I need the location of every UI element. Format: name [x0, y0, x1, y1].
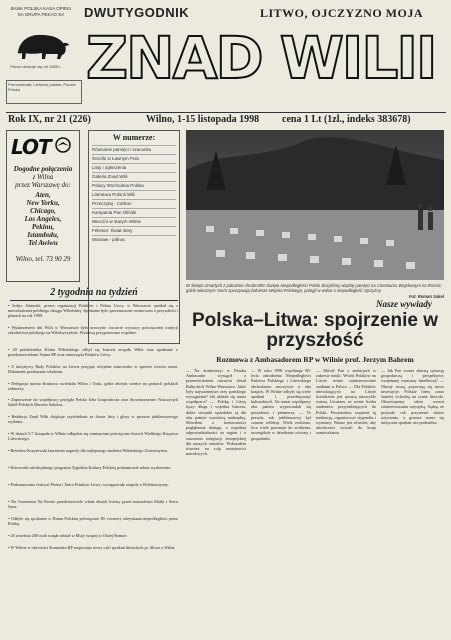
- motto: LITWO, OJCZYZNO MOJA: [260, 6, 424, 20]
- lot-line: Dogodne połączenia: [13, 165, 73, 173]
- issue-price: cena 1 Lt (1zl., indeks 383678): [282, 114, 411, 125]
- week-item: • Na Cmentarzu Na Rossie przedstawiciele władz złożyli kwiaty przed mauzoleum Matki i Serca Syna.: [8, 499, 178, 509]
- week-item: • W dniach 5-7 listopada w Wilnie odbędzie się seminarium poświęcone historii Wielkiego Księstwa Litewskiego.: [8, 431, 178, 441]
- contents-item: Wieczór w starym Wilnie: [92, 217, 176, 226]
- week-item: • Delegacja miasta Krakowa zwiedziła Wilno i Troki, gdzie złożyła wieńce na grobach polskich żołnierzy.: [8, 381, 178, 391]
- issue-volume: Rok IX, nr 21 (226): [8, 114, 91, 125]
- divider: [10, 300, 178, 301]
- week-item: • Kierownik nieoficjalnego programu Tygodnia Kultury Polskiej podsumował udane wydarzenia.: [8, 465, 171, 470]
- masthead-title: [84, 20, 444, 86]
- lot-line: Aten,: [35, 191, 51, 199]
- section-label: Nasze wywiady: [376, 299, 432, 309]
- week-title: 2 tygodnia na tydzień: [50, 287, 138, 298]
- week-item: • Odbyło się spotkanie w Domu Polskim poświęcone 80. rocznicy odzyskania niepodległości przez Polskę.: [8, 516, 178, 526]
- article-headline: Polska–Litwa: spojrzenie w przyszłość: [191, 310, 439, 351]
- lot-contact: Wilno, tel. 73 90 29: [15, 255, 71, 263]
- contents-heading: W numerze:: [112, 133, 156, 142]
- lot-line: z Wilna: [32, 173, 54, 181]
- frequency-label: DWUTYGODNIK: [84, 5, 190, 20]
- contents-item: Przeczytaj - Carbon: [92, 199, 176, 208]
- lot-logo: LOT: [11, 135, 51, 159]
- week-item: • Redakcja Znad Wilii dziękuje czytelnikom za liczne listy i głosy w sprawie jubileuszowego wydania.: [8, 414, 178, 424]
- photo-credit: Fot. Roman Sakel: [408, 294, 444, 299]
- week-item: • Zaproszenie do współpracy przyjęła Polska Izba Gospodarcza oraz Stowarzyszenie Nauczycieli Szkół Polskich Macierz Szkolna.: [8, 397, 178, 407]
- contents-item: Ścieżki w Ławnym Polu: [92, 154, 176, 163]
- contents-item: Warsaw - północ: [92, 235, 176, 244]
- lot-line: przez Warszawę do:: [15, 181, 71, 189]
- bank-notice: BANK POLSKA KASA OPIEKI SA GRUPA PEKAO SA: [10, 6, 72, 17]
- contents-item: Polacy Wschodnia Polska: [92, 181, 176, 190]
- week-item: • 20 października Klubu Wileńskiego odbył się koncert zespołu Wilia oraz spotkanie z przedstawicielami Sejmu RP oraz samorządu Polaków Litwy.: [8, 347, 178, 357]
- article-column: — Mówił Pan o ambicjach w zakresie nauki. Wśród Polaków na Litwie rośnie zainteresowanie studiami w Polsce. — Dla Polaków mieszkających na Litwie kształcenie jest sprawą niezwykle ważną. Uważam, że rośnie liczba studentów przyjeżdżających do Polski. Powinniśmy wspierać tę tendencję, organizować stypendia i wymiany. Ważne jest również, aby absolwenci wracali do kraju zamieszkania.: [316, 368, 376, 436]
- week-item: • 20 września 200 osób wzięło udział w Mszy świętej w Ostrej Bramie.: [8, 533, 128, 538]
- contents-item: Literatura Polonii Wilii: [92, 190, 176, 199]
- lot-line: Tel Awiwu: [28, 239, 58, 247]
- contents-item: Galeria Znad Wilii: [92, 172, 176, 181]
- photo-caption: W Święto Zmarłych z pobożnie chrobrsthm Święta Niepodległości Polski złożyliśmy wiązkę pamięci na Cmentarzu Wojskowym na Rossie; gdzie wiecznym snem spoczywają żołnierze Wojska Polskiego, polegli w walce o niepodległość Ojczyzny.: [186, 283, 442, 293]
- lot-advertisement: [6, 130, 80, 282]
- article-subhead: Rozmowa z Ambasadorem RP w Wilnie prof. Jerzym Bahrem: [216, 355, 414, 364]
- article-column: — Na konferencji w Pasaku Ambasador wystąpił z przemówieniem otwarcia obrad Bałtyckich Wilno-Warszawa. Jakie były najważniejsze tezy pańskiego wystąpienia? Jak układa się nasza współpraca? — Polskę i Litwę łączy długa i wspólna historia, dobre stosunki sąsiedzkie są dla obu państw wartością nadrzędną. Mówiłem o konieczności pogłębienia dialogu, o wspólnej odpowiedzialności za region i o znaczeniu integracji europejskiej dla naszych narodów. Wskazałem również na rolę mniejszości narodowych.: [186, 368, 246, 457]
- lot-line: Pekinu,: [31, 223, 55, 231]
- week-item: • Sołtys Adamski, prezes organizacji Polaków i Pełnia Litwy, w Warszawie spotkał się z mieszkańcami polskiego okręgu Wileńskiej. Spotkanie było przeznaczone rozmowom o przyszłości i planach na rok 1999.: [8, 303, 178, 318]
- cemetery-photo: [186, 130, 444, 280]
- contents-item: Felieton: Świat stary: [92, 226, 176, 235]
- lot-line: Los Angeles,: [24, 215, 62, 223]
- contents-item: Listy i ogłoszenia: [92, 163, 176, 172]
- week-item: • Podsumowano festiwal Pieśni i Tańca Polaków Litwy; występowały zespoły z Wileńszczyzny.: [8, 482, 169, 487]
- article-column: — Jak Pan ocenia obecną sytuację gospodarczą i perspektywy wzajemnej wymiany handlowej? — Obroty rosną, pojawiają się nowe inwestycje. Polskie firmy coraz śmielej wchodzą na rynek litewski. Obserwujemy także wzrost zainteresowania turystyką. Sądzę, że przyszły rok przyniesie dalsze ożywienie, a granica stanie się miejscem spotkań, nie podziałów.: [381, 368, 444, 426]
- issue-place-date: Wilno, 1-15 listopada 1998: [146, 114, 260, 125]
- issue-line: [6, 112, 446, 127]
- masthead-title-text: ZNAD WILII: [86, 24, 436, 86]
- crane-icon: [51, 137, 75, 153]
- week-item: • Z inicjatywy Rady Polaków na Litwie przyjęto oficjalne stanowisko w sprawie zwrotu ziemi. Dokument przekazano władzom.: [8, 364, 178, 374]
- lot-line: Istambułu,: [27, 231, 59, 239]
- week-item: • Bolesław Krzyżewski laureatem nagrody dla najlepszego studenta Wileńskiego Uniwersytetu.: [8, 448, 169, 453]
- week-item: • W Wilnie w obecności Konsulatu RP rozpoczęto nowy cykl spotkań literackich pt. Słowa z Wilna.: [8, 545, 176, 550]
- week-item: • Wydarzeniem dni Wilii w Warszawie było uroczyste otwarcie wystawy poświęconej tradycji szkolnictwa polskiego na Wileńszczyźnie. Wystawę przygotowano wspólnie.: [8, 325, 178, 335]
- subscription-note: Prenumerata: Lietuvos paštas; Poczta Polska: [6, 80, 82, 104]
- bison-logo-icon: [12, 26, 72, 62]
- contents-item: Kampania Pan Gliński: [92, 208, 176, 217]
- founded-note: Pismo ukazuje się od 1989 r.: [10, 64, 62, 69]
- contents-item: Równanie pamięci i szacunku: [92, 145, 176, 154]
- lot-line: New Yorku,: [26, 199, 60, 207]
- article-column: — W roku 1998 wspólnego 80-lecia odrodzenia Niepodległości Państwa Polskiego i Litewskiego obchodzono uroczyście w obu krajach. W Wilnie odbyło się wiele spotkań i przedsięwzięć kulturalnych. Na temat współpracy obu państw wypowiadali się prezydenci i premierzy. — To prawda, rok jubileuszowy był czasem refleksji. Wiele zrobiono, lecz wiele pozostaje do zrobienia, szczególnie w dziedzinie oświaty i gospodarki.: [251, 368, 311, 441]
- lot-line: Chicago,: [30, 207, 56, 215]
